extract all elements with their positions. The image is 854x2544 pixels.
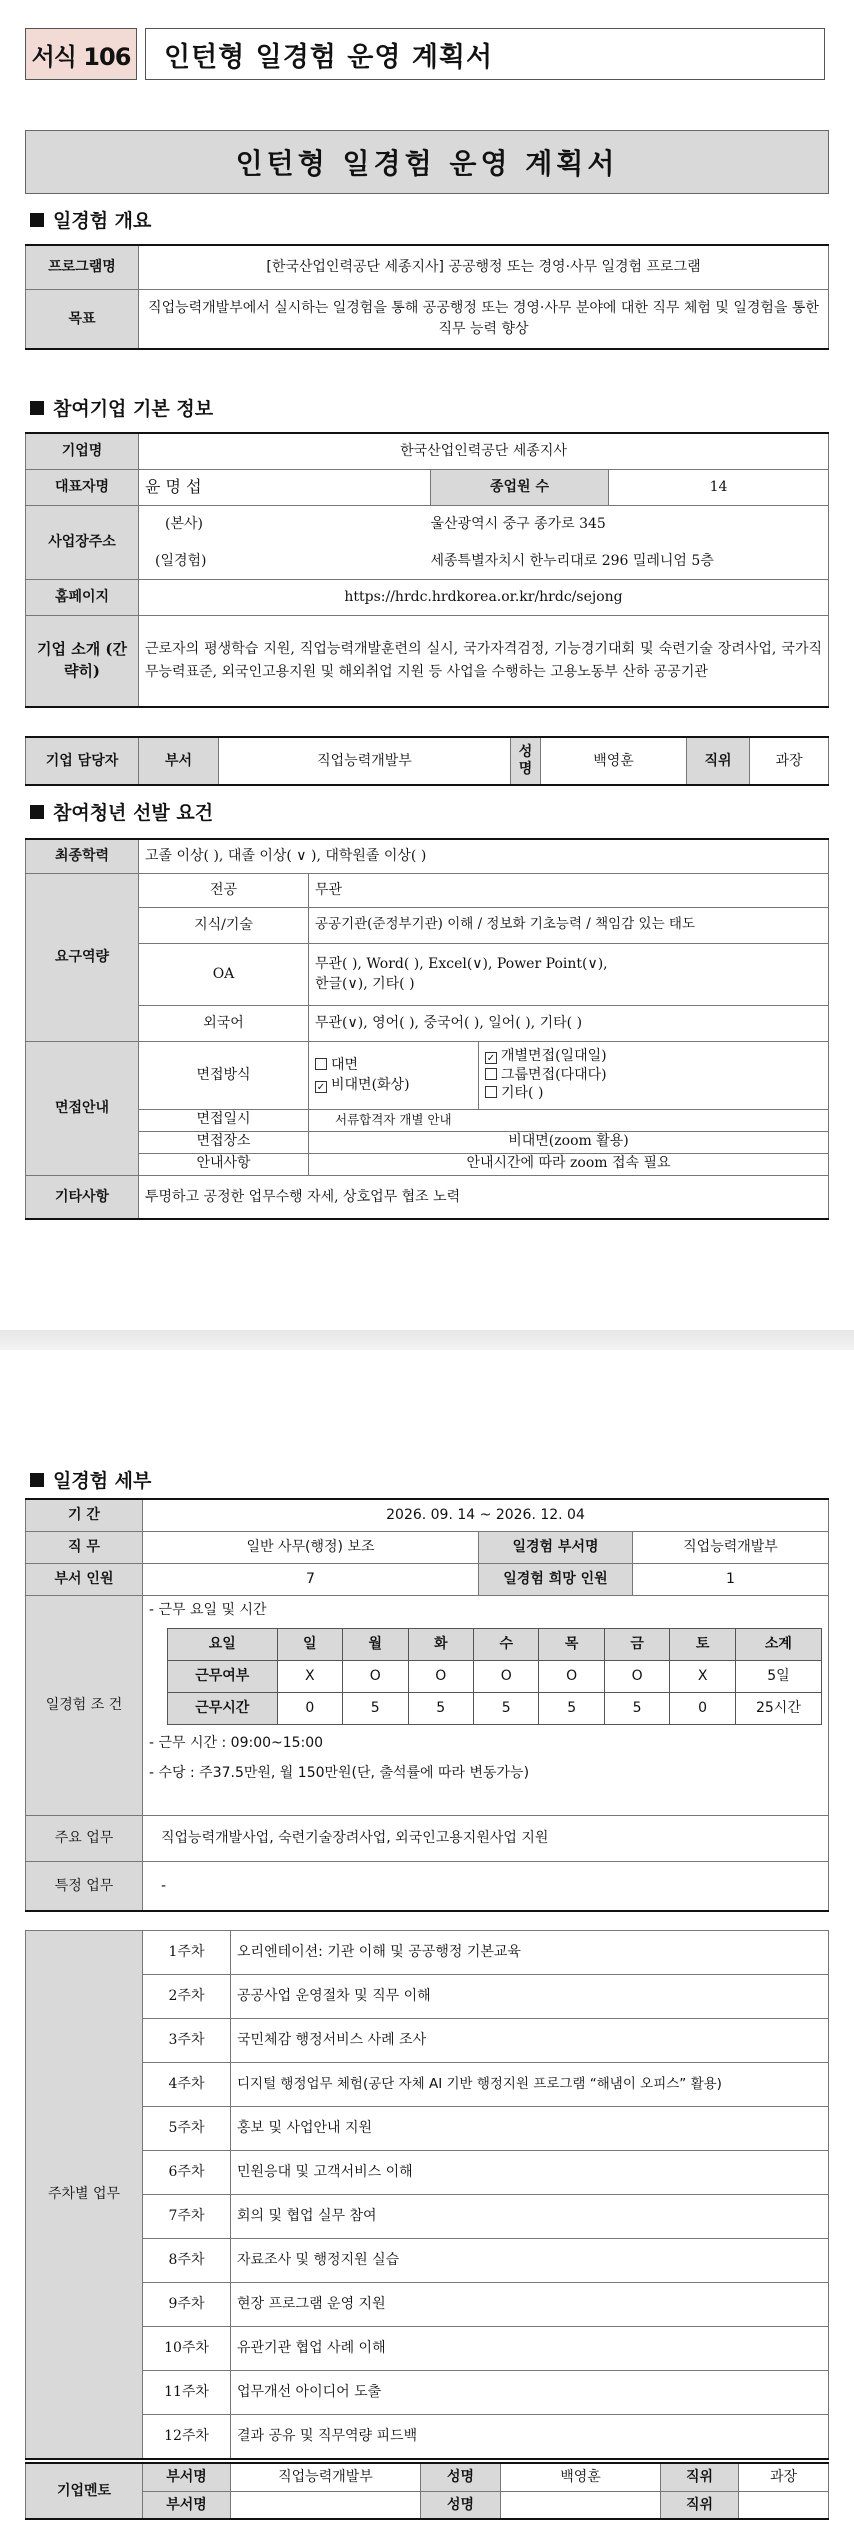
week-label: 1주차 — [143, 1931, 231, 1975]
work-value: 세종특별자치시 한누리대로 296 밀레니엄 5층 — [431, 543, 829, 579]
homepage-value[interactable]: https://hrdc.hrdkorea.or.kr/hrdc/sejong — [139, 579, 829, 615]
week-label: 3주차 — [143, 2019, 231, 2063]
oa-value — [309, 943, 829, 1005]
condition-content — [143, 1595, 829, 1815]
education-value: 고졸 이상( ), 대졸 이상( ∨ ), 대학원졸 이상( ) — [139, 839, 829, 873]
program-label: 프로그램명 — [26, 245, 139, 289]
section-overview — [30, 206, 151, 233]
etc-label: 기타사항 — [26, 1175, 139, 1219]
major-label: 전공 — [139, 873, 309, 907]
form-name: 인턴형 일경험 운영 계획서 — [145, 28, 825, 80]
mentor2-position-label: 직위 — [661, 2491, 739, 2519]
mentor-table — [25, 2462, 829, 2520]
ceo-value: 윤 명 섭 — [139, 469, 431, 505]
week-task: 디지털 행정업무 체험(공단 자체 AI 기반 행정지원 프로그램 “해냄이 오피스” 활용) — [231, 2063, 829, 2107]
special-duty-value: - — [143, 1861, 829, 1911]
notice-value: 안내시간에 따라 zoom 접속 필요 — [309, 1153, 829, 1175]
schedule-cell: O — [539, 1660, 604, 1692]
method-option-other: 기타( ) — [485, 1084, 822, 1103]
special-duty-label: 특정 업무 — [26, 1861, 143, 1911]
week-label: 5주차 — [143, 2107, 231, 2151]
schedule-cell: 5 — [473, 1692, 538, 1724]
checkbox-icon — [485, 1086, 497, 1098]
week-label: 7주차 — [143, 2195, 231, 2239]
program-value: [한국산업인력공단 세종지사] 공공행정 또는 경영·사무 일경험 프로그램 — [139, 245, 829, 289]
week-label: 8주차 — [143, 2239, 231, 2283]
mentor-position-value: 과장 — [739, 2463, 829, 2491]
contact-table — [25, 736, 829, 786]
form-number: 서식 106 — [25, 28, 137, 80]
detail-dept-label: 일경험 부서명 — [479, 1531, 633, 1563]
condition-title: - 근무 요일 및 시간 — [149, 1601, 267, 1618]
form-header — [25, 28, 825, 80]
hope-value: 1 — [633, 1563, 829, 1595]
week-label: 4주차 — [143, 2063, 231, 2107]
week-task: 오리엔테이션: 기관 이해 및 공공행정 기본교육 — [231, 1931, 829, 1975]
schedule-cell: 5일 — [735, 1660, 821, 1692]
oa-label: OA — [139, 943, 309, 1005]
contact-position-value: 과장 — [750, 737, 829, 785]
method-option-inperson: 대면 — [315, 1055, 472, 1075]
schedule-hours-label: 근무시간 — [168, 1692, 278, 1724]
method-option-group: 그룹면접(다대다) — [485, 1066, 822, 1085]
checked-checkbox-icon: ✓ — [486, 1052, 496, 1064]
notice-label: 안내사항 — [139, 1153, 309, 1175]
method-option-video: ✓ 비대면(화상) — [316, 1077, 410, 1093]
goal-value: 직업능력개발부에서 실시하는 일경험을 통해 공공행정 또는 경영·사무 분야에 대한 직무 체험 및 일경험을 통한 직무 능력 향상 — [139, 289, 829, 349]
contact-name-value: 백영훈 — [541, 737, 687, 785]
week-label: 6주차 — [143, 2151, 231, 2195]
contact-position-label: 직위 — [687, 737, 750, 785]
week-label: 12주차 — [143, 2415, 231, 2459]
checkbox-icon — [485, 1068, 497, 1080]
week-task: 홍보 및 사업안내 지원 — [231, 2107, 829, 2151]
hq-value: 울산광역시 중구 종가로 345 — [431, 505, 829, 543]
week-label: 9주차 — [143, 2283, 231, 2327]
method-left — [309, 1041, 479, 1109]
period-value: 2026. 09. 14 ~ 2026. 12. 04 — [143, 1499, 829, 1531]
week-task: 회의 및 협업 실무 참여 — [231, 2195, 829, 2239]
language-value: 무관(∨), 영어( ), 중국어( ), 일어( ), 기타( ) — [309, 1005, 829, 1041]
contact-label: 기업 담당자 — [26, 737, 139, 785]
requirements-table — [25, 838, 829, 1220]
date-label: 면접일시 — [139, 1109, 309, 1131]
square-bullet-icon — [30, 401, 44, 415]
period-label: 기 간 — [26, 1499, 143, 1531]
schedule-cell: 5 — [604, 1692, 669, 1724]
schedule-header: 금 — [604, 1628, 669, 1660]
mentor-name-value: 백영훈 — [501, 2463, 661, 2491]
contact-dept-value: 직업능력개발부 — [219, 737, 511, 785]
week-task: 국민체감 행정서비스 사례 조사 — [231, 2019, 829, 2063]
checked-checkbox-icon: ✓ — [316, 1082, 326, 1093]
main-duty-label: 주요 업무 — [26, 1815, 143, 1861]
hq-label: (본사) — [139, 505, 431, 543]
schedule-cell: 5 — [539, 1692, 604, 1724]
mentor-dept-value: 직업능력개발부 — [231, 2463, 421, 2491]
overview-table — [25, 244, 829, 350]
address-label: 사업장주소 — [26, 505, 139, 579]
section-requirements — [30, 798, 213, 825]
competency-label: 요구역량 — [26, 873, 139, 1041]
staff-value: 7 — [143, 1563, 479, 1595]
week-task: 현장 프로그램 운영 지원 — [231, 2283, 829, 2327]
method-option-individual: ✓ 개별면접(일대일) — [486, 1047, 607, 1064]
duty-value: 일반 사무(행정) 보조 — [143, 1531, 479, 1563]
mentor2-name-value — [501, 2491, 661, 2519]
section-title: 참여기업 기본 정보 — [53, 398, 214, 420]
schedule-cell: O — [604, 1660, 669, 1692]
square-bullet-icon — [30, 805, 44, 819]
week-task: 민원응대 및 고객서비스 이해 — [231, 2151, 829, 2195]
schedule-table — [167, 1628, 822, 1725]
square-bullet-icon — [30, 213, 44, 227]
mentor-dept-label: 부서명 — [143, 2463, 231, 2491]
oa-line1: 무관( ), Word( ), Excel(∨), Power Point(∨), — [315, 955, 608, 972]
page-break — [0, 1330, 854, 1350]
schedule-cell: 25시간 — [735, 1692, 821, 1724]
mentor2-dept-value — [231, 2491, 421, 2519]
method-label: 면접방식 — [139, 1041, 309, 1109]
schedule-header: 화 — [408, 1628, 473, 1660]
language-label: 외국어 — [139, 1005, 309, 1041]
date-value: 서류합격자 개별 안내 — [309, 1109, 829, 1131]
duty-label: 직 무 — [26, 1531, 143, 1563]
oa-line2: 한글(∨), 기타( ) — [315, 976, 415, 992]
mentor2-name-label: 성명 — [421, 2491, 501, 2519]
homepage-label: 홈페이지 — [26, 579, 139, 615]
major-value: 무관 — [309, 873, 829, 907]
schedule-cell: 0 — [670, 1692, 735, 1724]
place-value: 비대면(zoom 활용) — [309, 1131, 829, 1153]
week-task: 결과 공유 및 직무역량 피드백 — [231, 2415, 829, 2459]
goal-label: 목표 — [26, 289, 139, 349]
document-title: 인턴형 일경험 운영 계획서 — [25, 130, 829, 194]
company-name-value: 한국산업인력공단 세종지사 — [139, 433, 829, 469]
week-label: 2주차 — [143, 1975, 231, 2019]
section-title: 일경험 개요 — [53, 210, 152, 232]
intro-label: 기업 소개 (간략히) — [26, 615, 139, 707]
pay: - 수당 : 주37.5만원, 월 150만원(단, 출석률에 따라 변동가능) — [149, 1765, 530, 1782]
schedule-cell: 0 — [277, 1692, 342, 1724]
week-task: 유관기관 협업 사례 이해 — [231, 2327, 829, 2371]
week-task: 공공사업 운영절차 및 직무 이해 — [231, 1975, 829, 2019]
knowledge-value: 공공기관(준정부기관) 이해 / 정보화 기초능력 / 책임감 있는 태도 — [309, 907, 829, 943]
company-table — [25, 432, 829, 708]
mentor-name-label: 성명 — [421, 2463, 501, 2491]
company-name-label: 기업명 — [26, 433, 139, 469]
checkbox-icon — [315, 1058, 327, 1070]
week-task: 자료조사 및 행정지원 실습 — [231, 2239, 829, 2283]
schedule-cell: 5 — [408, 1692, 473, 1724]
week-label: 11주차 — [143, 2371, 231, 2415]
intro-value: 근로자의 평생학습 지원, 직업능력개발훈련의 실시, 국가자격검정, 기능경기대회 및 숙련기술 장려사업, 국가직무능력표준, 외국인고용지원 및 해외취업 지원 등 사업을 수행하는 고용노동부 산하 공공기관 — [139, 615, 829, 707]
schedule-cell: 5 — [343, 1692, 408, 1724]
education-label: 최종학력 — [26, 839, 139, 873]
ceo-label: 대표자명 — [26, 469, 139, 505]
staff-label: 부서 인원 — [26, 1563, 143, 1595]
detail-table — [25, 1498, 829, 1912]
employees-value: 14 — [609, 469, 829, 505]
contact-name-label: 성명 — [511, 737, 541, 785]
work-time: - 근무 시간 : 09:00~15:00 — [149, 1734, 324, 1751]
hope-label: 일경험 희망 인원 — [479, 1563, 633, 1595]
mentor2-dept-label: 부서명 — [143, 2491, 231, 2519]
schedule-cell: X — [277, 1660, 342, 1692]
mentor-position-label: 직위 — [661, 2463, 739, 2491]
interview-label: 면접안내 — [26, 1041, 139, 1175]
mentor-label: 기업멘토 — [26, 2463, 143, 2519]
schedule-header: 수 — [473, 1628, 538, 1660]
schedule-header: 일 — [277, 1628, 342, 1660]
section-title: 참여청년 선발 요건 — [53, 802, 214, 824]
schedule-cell: O — [473, 1660, 538, 1692]
week-task: 업무개선 아이디어 도출 — [231, 2371, 829, 2415]
square-bullet-icon — [30, 1473, 44, 1487]
knowledge-label: 지식/기술 — [139, 907, 309, 943]
schedule-header: 토 — [670, 1628, 735, 1660]
detail-dept-value: 직업능력개발부 — [633, 1531, 829, 1563]
section-title: 일경험 세부 — [53, 1470, 152, 1492]
weekly-table — [25, 1930, 829, 2460]
section-detail — [30, 1466, 151, 1493]
employees-label: 종업원 수 — [431, 469, 609, 505]
contact-dept-label: 부서 — [139, 737, 219, 785]
schedule-header: 소계 — [735, 1628, 821, 1660]
schedule-cell: O — [408, 1660, 473, 1692]
schedule-header: 목 — [539, 1628, 604, 1660]
weekly-label: 주차별 업무 — [26, 1931, 143, 2459]
main-duty-value: 직업능력개발사업, 숙련기술장려사업, 외국인고용지원사업 지원 — [143, 1815, 829, 1861]
method-right — [479, 1041, 829, 1109]
schedule-work-label: 근무여부 — [168, 1660, 278, 1692]
schedule-header: 월 — [343, 1628, 408, 1660]
schedule-cell: X — [670, 1660, 735, 1692]
condition-label: 일경험 조 건 — [26, 1595, 143, 1815]
section-company — [30, 394, 213, 421]
etc-value: 투명하고 공정한 업무수행 자세, 상호업무 협조 노력 — [139, 1175, 829, 1219]
schedule-cell: O — [343, 1660, 408, 1692]
work-label: (일경험) — [139, 543, 431, 579]
mentor2-position-value — [739, 2491, 829, 2519]
schedule-header: 요일 — [168, 1628, 278, 1660]
week-label: 10주차 — [143, 2327, 231, 2371]
place-label: 면접장소 — [139, 1131, 309, 1153]
